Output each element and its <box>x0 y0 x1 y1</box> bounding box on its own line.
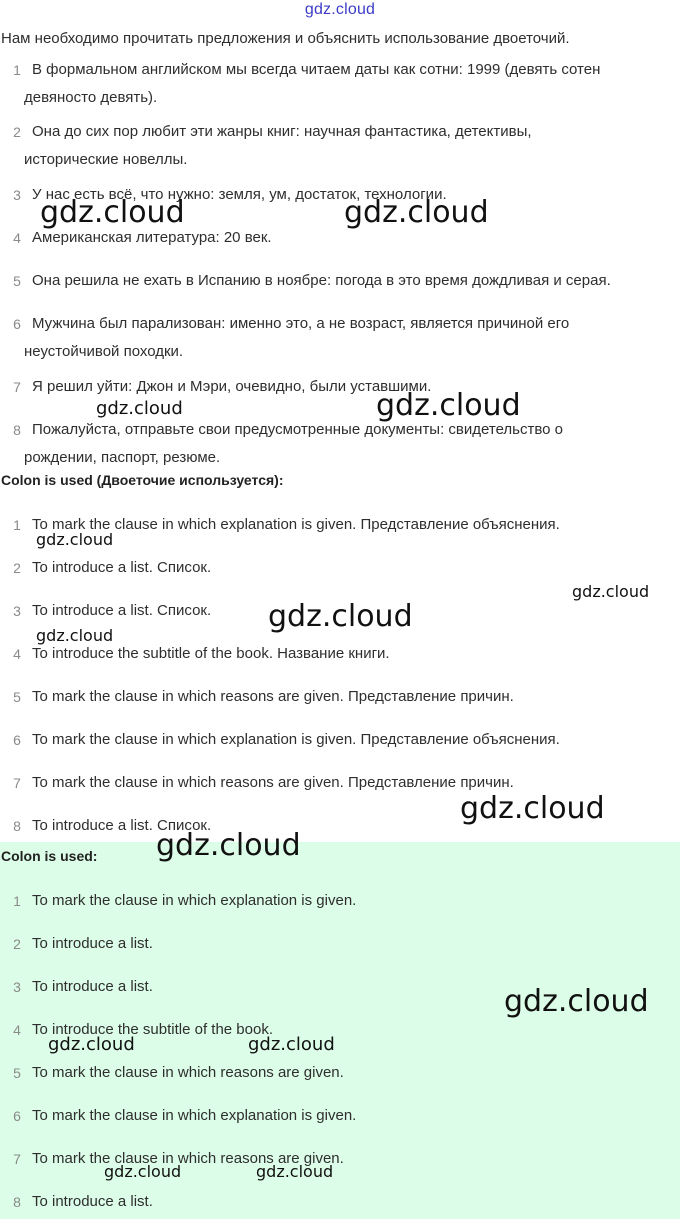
item-text: To mark the clause in which explanation is given. Представление объяснения. <box>32 516 560 533</box>
section-heading: Colon is used: <box>1 848 98 864</box>
item-text: To mark the clause in which explanation is given. <box>32 892 357 909</box>
watermark: gdz.cloud <box>460 791 605 826</box>
item-number: 7 <box>13 379 21 395</box>
item-number: 4 <box>13 646 21 662</box>
watermark: gdz.cloud <box>376 388 521 423</box>
watermark: gdz.cloud <box>256 1162 334 1181</box>
item-number: 3 <box>13 187 21 203</box>
item-number: 1 <box>13 517 21 533</box>
section-heading: Colon is used (Двоеточие используется): <box>1 472 284 488</box>
watermark: gdz.cloud <box>36 530 114 549</box>
item-number: 4 <box>13 230 21 246</box>
item-number: 1 <box>13 62 21 78</box>
item-text-cont: неустойчивой походки. <box>24 343 184 360</box>
item-text: To introduce a list. Список. <box>32 559 212 576</box>
item-number: 6 <box>13 1108 21 1124</box>
item-text: To introduce the subtitle of the book. Название книги. <box>32 645 390 662</box>
item-text: To mark the clause in which explanation is given. <box>32 1107 357 1124</box>
item-text: Американская литература: 20 век. <box>32 229 272 246</box>
item-number: 5 <box>13 1065 21 1081</box>
watermark: gdz.cloud <box>572 582 650 601</box>
item-number: 8 <box>13 1194 21 1210</box>
item-number: 2 <box>13 936 21 952</box>
item-number: 8 <box>13 422 21 438</box>
item-text: To introduce a list. Список. <box>32 602 212 619</box>
watermark: gdz.cloud <box>48 1034 135 1055</box>
item-text: У нас есть всё, что нужно: земля, ум, достаток, технологии. <box>32 186 447 203</box>
item-text: Она до сих пор любит эти жанры книг: научная фантастика, детективы, <box>32 123 532 140</box>
watermark: gdz.cloud <box>36 626 114 645</box>
item-number: 3 <box>13 979 21 995</box>
item-number: 6 <box>13 732 21 748</box>
item-number: 7 <box>13 1151 21 1167</box>
site-header-link[interactable]: gdz.cloud <box>304 1 376 18</box>
task-intro: Нам необходимо прочитать предложения и объяснить использование двоеточий. <box>1 30 570 47</box>
item-text: В формальном английском мы всегда читаем даты как сотни: 1999 (девять сотен <box>32 61 601 78</box>
item-text-cont: исторические новеллы. <box>24 151 188 168</box>
item-number: 4 <box>13 1022 21 1038</box>
item-text: To introduce the subtitle of the book. <box>32 1021 273 1038</box>
item-text-cont: девяносто девять). <box>24 89 158 106</box>
item-text: To mark the clause in which reasons are given. Представление причин. <box>32 688 514 705</box>
item-number: 1 <box>13 893 21 909</box>
item-text: To mark the clause in which explanation is given. Представление объяснения. <box>32 731 560 748</box>
watermark: gdz.cloud <box>96 398 183 419</box>
item-number: 5 <box>13 689 21 705</box>
item-text: To mark the clause in which reasons are given. Представление причин. <box>32 774 514 791</box>
watermark: gdz.cloud <box>344 195 489 230</box>
watermark: gdz.cloud <box>268 599 413 634</box>
item-text: To mark the clause in which reasons are given. <box>32 1064 344 1081</box>
watermark: gdz.cloud <box>156 828 301 863</box>
watermark: gdz.cloud <box>504 984 649 1019</box>
item-number: 2 <box>13 124 21 140</box>
item-text: Она решила не ехать в Испанию в ноябре: погода в это время дождливая и серая. <box>32 272 611 289</box>
watermark: gdz.cloud <box>40 195 185 230</box>
item-number: 3 <box>13 603 21 619</box>
item-number: 6 <box>13 316 21 332</box>
item-text: Пожалуйста, отправьте свои предусмотренные документы: свидетельство о <box>32 421 564 438</box>
item-number: 2 <box>13 560 21 576</box>
item-number: 8 <box>13 818 21 834</box>
item-text: To introduce a list. <box>32 1193 153 1210</box>
item-text-cont: рождении, паспорт, резюме. <box>24 449 221 466</box>
item-text: To mark the clause in which reasons are given. <box>32 1150 344 1167</box>
item-number: 7 <box>13 775 21 791</box>
item-text: Я решил уйти: Джон и Мэри, очевидно, были уставшими. <box>32 378 432 395</box>
item-text: To introduce a list. <box>32 935 153 952</box>
watermark: gdz.cloud <box>248 1034 335 1055</box>
item-text: To introduce a list. Список. <box>32 817 212 834</box>
watermark: gdz.cloud <box>104 1162 182 1181</box>
item-text: Мужчина был парализован: именно это, а не возраст, является причиной его <box>32 315 570 332</box>
item-number: 5 <box>13 273 21 289</box>
item-text: To introduce a list. <box>32 978 153 995</box>
